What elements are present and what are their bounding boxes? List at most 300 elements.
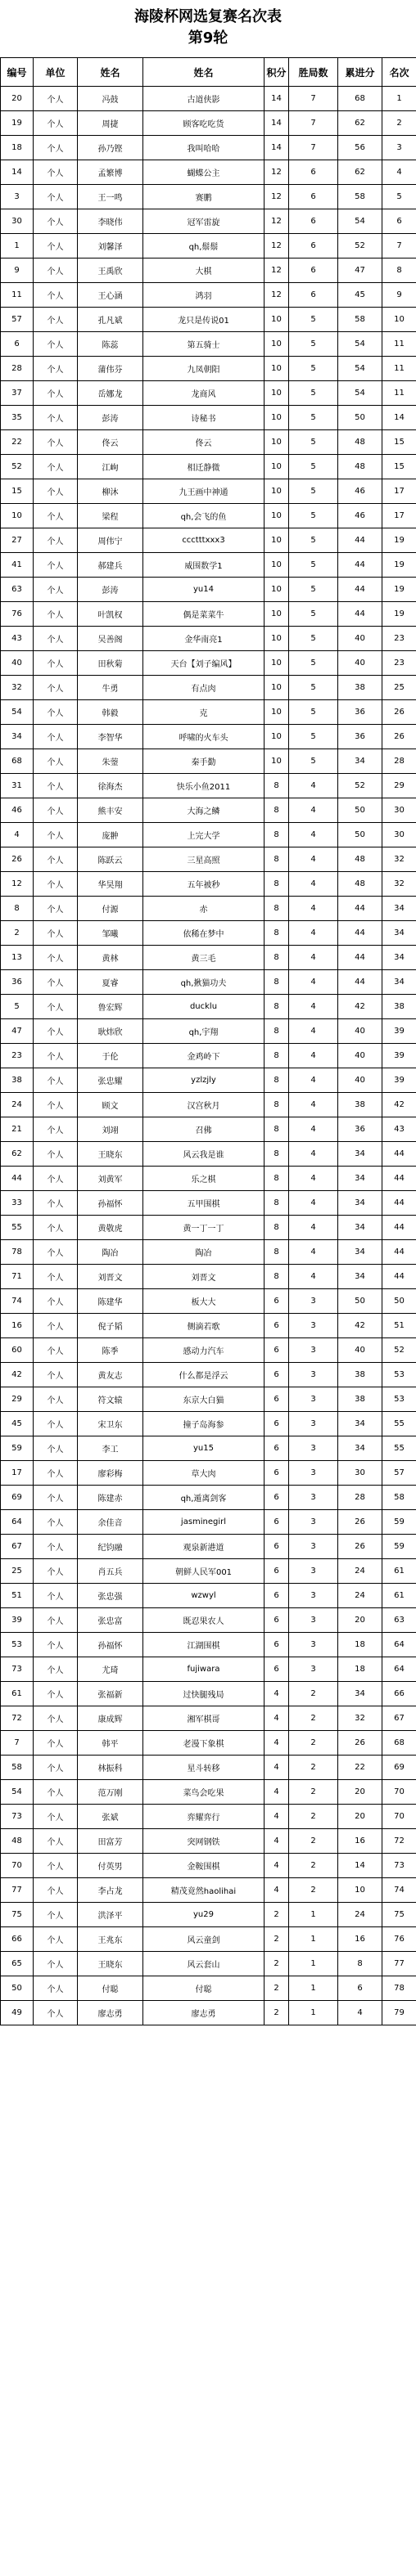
cell-unit: 个人 xyxy=(34,1657,78,1682)
cell-score: 8 xyxy=(265,798,289,823)
table-row xyxy=(1,676,416,700)
cell-total: 24 xyxy=(338,1903,382,1927)
cell-rank: 44 xyxy=(382,1167,416,1191)
cell-rank: 32 xyxy=(382,847,416,872)
table-row xyxy=(1,1387,416,1412)
cell-score: 6 xyxy=(265,1338,289,1363)
cell-name: 尤琦 xyxy=(78,1657,143,1682)
cell-name: 夏睿 xyxy=(78,970,143,995)
cell-total: 24 xyxy=(338,1584,382,1608)
cell-wins: 4 xyxy=(289,1044,338,1068)
cell-rank: 75 xyxy=(382,1903,416,1927)
cell-wins: 2 xyxy=(289,1878,338,1903)
table-row xyxy=(1,749,416,774)
cell-score: 6 xyxy=(265,1363,289,1387)
cell-nickname: 什么都是浮云 xyxy=(143,1363,265,1387)
cell-number: 74 xyxy=(1,1289,34,1314)
cell-total: 36 xyxy=(338,725,382,749)
cell-total: 50 xyxy=(338,406,382,430)
cell-nickname: 鸿羽 xyxy=(143,283,265,308)
cell-unit: 个人 xyxy=(34,1019,78,1044)
cell-name: 柳沐 xyxy=(78,479,143,504)
table-row xyxy=(1,430,416,455)
cell-nickname: 有点肉 xyxy=(143,676,265,700)
cell-unit: 个人 xyxy=(34,823,78,847)
cell-unit: 个人 xyxy=(34,1093,78,1117)
cell-name: 熊丰安 xyxy=(78,798,143,823)
cell-total: 34 xyxy=(338,1436,382,1461)
cell-wins: 1 xyxy=(289,1976,338,2001)
table-row xyxy=(1,1167,416,1191)
cell-name: 陶冶 xyxy=(78,1240,143,1265)
cell-number: 24 xyxy=(1,1093,34,1117)
cell-score: 10 xyxy=(265,651,289,676)
cell-total: 46 xyxy=(338,504,382,528)
cell-name: 倪子韬 xyxy=(78,1314,143,1338)
cell-name: 陈建华 xyxy=(78,1289,143,1314)
cell-number: 32 xyxy=(1,676,34,700)
cell-nickname: 感动力汽车 xyxy=(143,1338,265,1363)
cell-nickname: 刘晋文 xyxy=(143,1265,265,1289)
cell-score: 10 xyxy=(265,357,289,381)
table-row xyxy=(1,1559,416,1584)
cell-number: 75 xyxy=(1,1903,34,1927)
cell-score: 6 xyxy=(265,1412,289,1436)
cell-wins: 2 xyxy=(289,1854,338,1878)
cell-nickname: 风云套山 xyxy=(143,1952,265,1976)
cell-unit: 个人 xyxy=(34,1289,78,1314)
cell-name: 彭涛 xyxy=(78,406,143,430)
cell-number: 62 xyxy=(1,1142,34,1167)
cell-nickname: 老漫下象棋 xyxy=(143,1731,265,1756)
cell-number: 50 xyxy=(1,1976,34,2001)
table-row xyxy=(1,332,416,357)
table-header-row xyxy=(1,58,416,87)
cell-score: 8 xyxy=(265,1117,289,1142)
cell-total: 48 xyxy=(338,872,382,897)
cell-total: 34 xyxy=(338,749,382,774)
cell-name: 朱蓥 xyxy=(78,749,143,774)
cell-number: 4 xyxy=(1,823,34,847)
cell-unit: 个人 xyxy=(34,160,78,185)
cell-rank: 44 xyxy=(382,1240,416,1265)
table-row xyxy=(1,2001,416,2025)
cell-rank: 19 xyxy=(382,578,416,602)
cell-name: 王一鸣 xyxy=(78,185,143,209)
cell-total: 44 xyxy=(338,970,382,995)
cell-wins: 5 xyxy=(289,308,338,332)
cell-score: 10 xyxy=(265,406,289,430)
cell-wins: 4 xyxy=(289,1240,338,1265)
table-row xyxy=(1,185,416,209)
cell-score: 4 xyxy=(265,1756,289,1780)
table-row xyxy=(1,283,416,308)
cell-total: 36 xyxy=(338,1117,382,1142)
cell-nickname: yu14 xyxy=(143,578,265,602)
cell-score: 6 xyxy=(265,1486,289,1510)
cell-nickname: 金鞍围棋 xyxy=(143,1854,265,1878)
cell-number: 26 xyxy=(1,847,34,872)
cell-nickname: qh,揪猫功夫 xyxy=(143,970,265,995)
cell-score: 10 xyxy=(265,455,289,479)
table-row xyxy=(1,1216,416,1240)
cell-rank: 32 xyxy=(382,872,416,897)
cell-wins: 4 xyxy=(289,1142,338,1167)
cell-score: 8 xyxy=(265,1191,289,1216)
cell-total: 40 xyxy=(338,627,382,651)
table-row xyxy=(1,872,416,897)
cell-rank: 57 xyxy=(382,1461,416,1486)
cell-unit: 个人 xyxy=(34,700,78,725)
cell-wins: 3 xyxy=(289,1338,338,1363)
cell-number: 36 xyxy=(1,970,34,995)
cell-nickname: qh,会飞的鱼 xyxy=(143,504,265,528)
cell-rank: 34 xyxy=(382,897,416,921)
cell-rank: 8 xyxy=(382,258,416,283)
cell-wins: 4 xyxy=(289,921,338,946)
table-row xyxy=(1,1019,416,1044)
cell-total: 34 xyxy=(338,1216,382,1240)
cell-wins: 5 xyxy=(289,651,338,676)
cell-nickname: 诗秘书 xyxy=(143,406,265,430)
cell-wins: 1 xyxy=(289,1952,338,1976)
table-row xyxy=(1,1731,416,1756)
table-row xyxy=(1,627,416,651)
cell-name: 韩毅 xyxy=(78,700,143,725)
table-row xyxy=(1,1117,416,1142)
cell-nickname: 付聪 xyxy=(143,1976,265,2001)
cell-nickname: 江湖围棋 xyxy=(143,1633,265,1657)
cell-name: 陈季 xyxy=(78,1338,143,1363)
cell-number: 29 xyxy=(1,1387,34,1412)
cell-rank: 51 xyxy=(382,1314,416,1338)
cell-unit: 个人 xyxy=(34,1240,78,1265)
cell-total: 34 xyxy=(338,1142,382,1167)
cell-number: 3 xyxy=(1,185,34,209)
cell-rank: 67 xyxy=(382,1706,416,1731)
cell-unit: 个人 xyxy=(34,430,78,455)
cell-unit: 个人 xyxy=(34,553,78,578)
header-cell-name: 姓名 xyxy=(78,58,143,87)
cell-rank: 30 xyxy=(382,798,416,823)
table-row xyxy=(1,725,416,749)
table-row xyxy=(1,1510,416,1535)
table-row xyxy=(1,479,416,504)
cell-score: 8 xyxy=(265,774,289,798)
cell-name: 付聪 xyxy=(78,1976,143,2001)
cell-number: 44 xyxy=(1,1167,34,1191)
cell-total: 42 xyxy=(338,1314,382,1338)
cell-unit: 个人 xyxy=(34,1191,78,1216)
cell-rank: 66 xyxy=(382,1682,416,1706)
table-row xyxy=(1,1756,416,1780)
cell-nickname: 撞子岛海参 xyxy=(143,1412,265,1436)
cell-score: 6 xyxy=(265,1633,289,1657)
cell-name: 纪钧融 xyxy=(78,1535,143,1559)
cell-wins: 5 xyxy=(289,381,338,406)
cell-nickname: qh,宇翔 xyxy=(143,1019,265,1044)
cell-total: 45 xyxy=(338,283,382,308)
cell-nickname: yu29 xyxy=(143,1903,265,1927)
cell-total: 34 xyxy=(338,1167,382,1191)
cell-wins: 5 xyxy=(289,504,338,528)
cell-name: 张斌 xyxy=(78,1805,143,1829)
cell-rank: 26 xyxy=(382,700,416,725)
cell-total: 54 xyxy=(338,332,382,357)
cell-score: 2 xyxy=(265,1952,289,1976)
cell-rank: 44 xyxy=(382,1216,416,1240)
cell-wins: 4 xyxy=(289,970,338,995)
table-row xyxy=(1,1289,416,1314)
cell-rank: 11 xyxy=(382,332,416,357)
cell-unit: 个人 xyxy=(34,1731,78,1756)
cell-unit: 个人 xyxy=(34,332,78,357)
cell-wins: 5 xyxy=(289,430,338,455)
cell-name: 吴善阁 xyxy=(78,627,143,651)
table-row xyxy=(1,1461,416,1486)
table-row xyxy=(1,700,416,725)
cell-total: 16 xyxy=(338,1927,382,1952)
table-row xyxy=(1,1976,416,2001)
cell-number: 19 xyxy=(1,111,34,136)
table-row xyxy=(1,847,416,872)
cell-wins: 5 xyxy=(289,553,338,578)
cell-score: 12 xyxy=(265,283,289,308)
cell-score: 8 xyxy=(265,897,289,921)
cell-score: 10 xyxy=(265,578,289,602)
cell-rank: 5 xyxy=(382,185,416,209)
cell-name: 陈跃云 xyxy=(78,847,143,872)
cell-total: 28 xyxy=(338,1486,382,1510)
cell-unit: 个人 xyxy=(34,1559,78,1584)
cell-rank: 9 xyxy=(382,283,416,308)
cell-name: 孔凡斌 xyxy=(78,308,143,332)
cell-number: 66 xyxy=(1,1927,34,1952)
cell-unit: 个人 xyxy=(34,1976,78,2001)
table-row xyxy=(1,1903,416,1927)
cell-unit: 个人 xyxy=(34,87,78,111)
cell-nickname: 呼啸的火车头 xyxy=(143,725,265,749)
cell-name: 江峋 xyxy=(78,455,143,479)
header-cell-total: 累进分 xyxy=(338,58,382,87)
cell-name: 王心涵 xyxy=(78,283,143,308)
cell-score: 10 xyxy=(265,553,289,578)
cell-name: 王禹欣 xyxy=(78,258,143,283)
table-row xyxy=(1,1535,416,1559)
cell-total: 56 xyxy=(338,136,382,160)
header-cell-wins: 胜局数 xyxy=(289,58,338,87)
cell-unit: 个人 xyxy=(34,185,78,209)
cell-unit: 个人 xyxy=(34,627,78,651)
cell-rank: 28 xyxy=(382,749,416,774)
cell-name: 廖志勇 xyxy=(78,2001,143,2025)
cell-score: 6 xyxy=(265,1535,289,1559)
cell-wins: 3 xyxy=(289,1461,338,1486)
cell-number: 18 xyxy=(1,136,34,160)
cell-nickname: 秦手勤 xyxy=(143,749,265,774)
cell-score: 6 xyxy=(265,1510,289,1535)
cell-rank: 34 xyxy=(382,946,416,970)
cell-wins: 5 xyxy=(289,700,338,725)
cell-rank: 30 xyxy=(382,823,416,847)
cell-total: 36 xyxy=(338,700,382,725)
cell-nickname: 快乐小鱼2011 xyxy=(143,774,265,798)
cell-unit: 个人 xyxy=(34,1535,78,1559)
cell-nickname: 既忍果农人 xyxy=(143,1608,265,1633)
cell-rank: 26 xyxy=(382,725,416,749)
cell-score: 4 xyxy=(265,1854,289,1878)
cell-nickname: qh,遁离剑客 xyxy=(143,1486,265,1510)
cell-unit: 个人 xyxy=(34,406,78,430)
table-row xyxy=(1,602,416,627)
table-row xyxy=(1,1952,416,1976)
cell-unit: 个人 xyxy=(34,1903,78,1927)
cell-number: 54 xyxy=(1,700,34,725)
cell-name: 于伦 xyxy=(78,1044,143,1068)
cell-unit: 个人 xyxy=(34,1363,78,1387)
cell-rank: 23 xyxy=(382,651,416,676)
cell-rank: 11 xyxy=(382,381,416,406)
cell-total: 38 xyxy=(338,676,382,700)
cell-wins: 6 xyxy=(289,185,338,209)
table-row xyxy=(1,1780,416,1805)
cell-total: 38 xyxy=(338,1363,382,1387)
cell-number: 38 xyxy=(1,1068,34,1093)
cell-number: 11 xyxy=(1,283,34,308)
cell-score: 6 xyxy=(265,1314,289,1338)
cell-score: 8 xyxy=(265,1240,289,1265)
cell-rank: 78 xyxy=(382,1976,416,2001)
document-title: 海陵杯网选复赛名次表 xyxy=(134,8,282,25)
cell-unit: 个人 xyxy=(34,946,78,970)
cell-number: 22 xyxy=(1,430,34,455)
cell-nickname: wzwyl xyxy=(143,1584,265,1608)
table-row xyxy=(1,921,416,946)
cell-total: 48 xyxy=(338,455,382,479)
table-row xyxy=(1,1314,416,1338)
cell-unit: 个人 xyxy=(34,774,78,798)
cell-nickname: 汉宫秋月 xyxy=(143,1093,265,1117)
cell-nickname: ducklu xyxy=(143,995,265,1019)
cell-name: 付英男 xyxy=(78,1854,143,1878)
cell-rank: 76 xyxy=(382,1927,416,1952)
cell-number: 25 xyxy=(1,1559,34,1584)
cell-wins: 5 xyxy=(289,332,338,357)
table-row xyxy=(1,1240,416,1265)
cell-name: 周捷 xyxy=(78,111,143,136)
cell-score: 2 xyxy=(265,2001,289,2025)
cell-score: 8 xyxy=(265,970,289,995)
cell-name: 张忠富 xyxy=(78,1608,143,1633)
cell-total: 32 xyxy=(338,1706,382,1731)
cell-wins: 3 xyxy=(289,1510,338,1535)
cell-wins: 4 xyxy=(289,1068,338,1093)
cell-name: 付源 xyxy=(78,897,143,921)
cell-total: 6 xyxy=(338,1976,382,2001)
cell-nickname: 廖志勇 xyxy=(143,2001,265,2025)
cell-score: 10 xyxy=(265,676,289,700)
cell-wins: 5 xyxy=(289,578,338,602)
cell-nickname: 侧滴若歌 xyxy=(143,1314,265,1338)
cell-unit: 个人 xyxy=(34,1486,78,1510)
cell-rank: 42 xyxy=(382,1093,416,1117)
cell-rank: 4 xyxy=(382,160,416,185)
cell-number: 16 xyxy=(1,1314,34,1338)
cell-name: 蒲伟芬 xyxy=(78,357,143,381)
cell-score: 10 xyxy=(265,528,289,553)
cell-number: 52 xyxy=(1,455,34,479)
cell-nickname: 星斗转移 xyxy=(143,1756,265,1780)
cell-unit: 个人 xyxy=(34,602,78,627)
cell-rank: 61 xyxy=(382,1559,416,1584)
cell-nickname: 威围数学1 xyxy=(143,553,265,578)
cell-score: 8 xyxy=(265,1142,289,1167)
cell-name: 张忠强 xyxy=(78,1584,143,1608)
cell-total: 46 xyxy=(338,479,382,504)
cell-number: 68 xyxy=(1,749,34,774)
cell-nickname: 赛鹏 xyxy=(143,185,265,209)
cell-wins: 4 xyxy=(289,798,338,823)
cell-name: 佟云 xyxy=(78,430,143,455)
table-row xyxy=(1,1584,416,1608)
cell-number: 20 xyxy=(1,87,34,111)
cell-name: 范万刚 xyxy=(78,1780,143,1805)
cell-number: 58 xyxy=(1,1756,34,1780)
cell-unit: 个人 xyxy=(34,283,78,308)
cell-number: 1 xyxy=(1,234,34,258)
cell-number: 77 xyxy=(1,1878,34,1903)
cell-score: 12 xyxy=(265,209,289,234)
cell-unit: 个人 xyxy=(34,1510,78,1535)
table-body xyxy=(1,87,416,2025)
cell-number: 31 xyxy=(1,774,34,798)
table-row xyxy=(1,504,416,528)
cell-score: 4 xyxy=(265,1706,289,1731)
cell-score: 8 xyxy=(265,1044,289,1068)
cell-name: 庞翀 xyxy=(78,823,143,847)
cell-name: 陈蕊 xyxy=(78,332,143,357)
table-row xyxy=(1,1363,416,1387)
cell-wins: 3 xyxy=(289,1608,338,1633)
cell-number: 59 xyxy=(1,1436,34,1461)
cell-number: 30 xyxy=(1,209,34,234)
cell-number: 64 xyxy=(1,1510,34,1535)
cell-nickname: 风云我是谁 xyxy=(143,1142,265,1167)
cell-score: 10 xyxy=(265,700,289,725)
cell-total: 18 xyxy=(338,1633,382,1657)
table-row xyxy=(1,1093,416,1117)
cell-score: 8 xyxy=(265,823,289,847)
cell-unit: 个人 xyxy=(34,1068,78,1093)
cell-wins: 5 xyxy=(289,749,338,774)
cell-unit: 个人 xyxy=(34,2001,78,2025)
cell-total: 47 xyxy=(338,258,382,283)
cell-total: 62 xyxy=(338,111,382,136)
cell-number: 42 xyxy=(1,1363,34,1387)
cell-wins: 4 xyxy=(289,1019,338,1044)
cell-total: 14 xyxy=(338,1854,382,1878)
cell-wins: 4 xyxy=(289,774,338,798)
cell-number: 76 xyxy=(1,602,34,627)
cell-name: 王晓东 xyxy=(78,1142,143,1167)
cell-score: 12 xyxy=(265,234,289,258)
cell-rank: 58 xyxy=(382,1486,416,1510)
cell-total: 50 xyxy=(338,798,382,823)
cell-number: 39 xyxy=(1,1608,34,1633)
cell-total: 38 xyxy=(338,1093,382,1117)
table-row xyxy=(1,1265,416,1289)
cell-score: 4 xyxy=(265,1682,289,1706)
